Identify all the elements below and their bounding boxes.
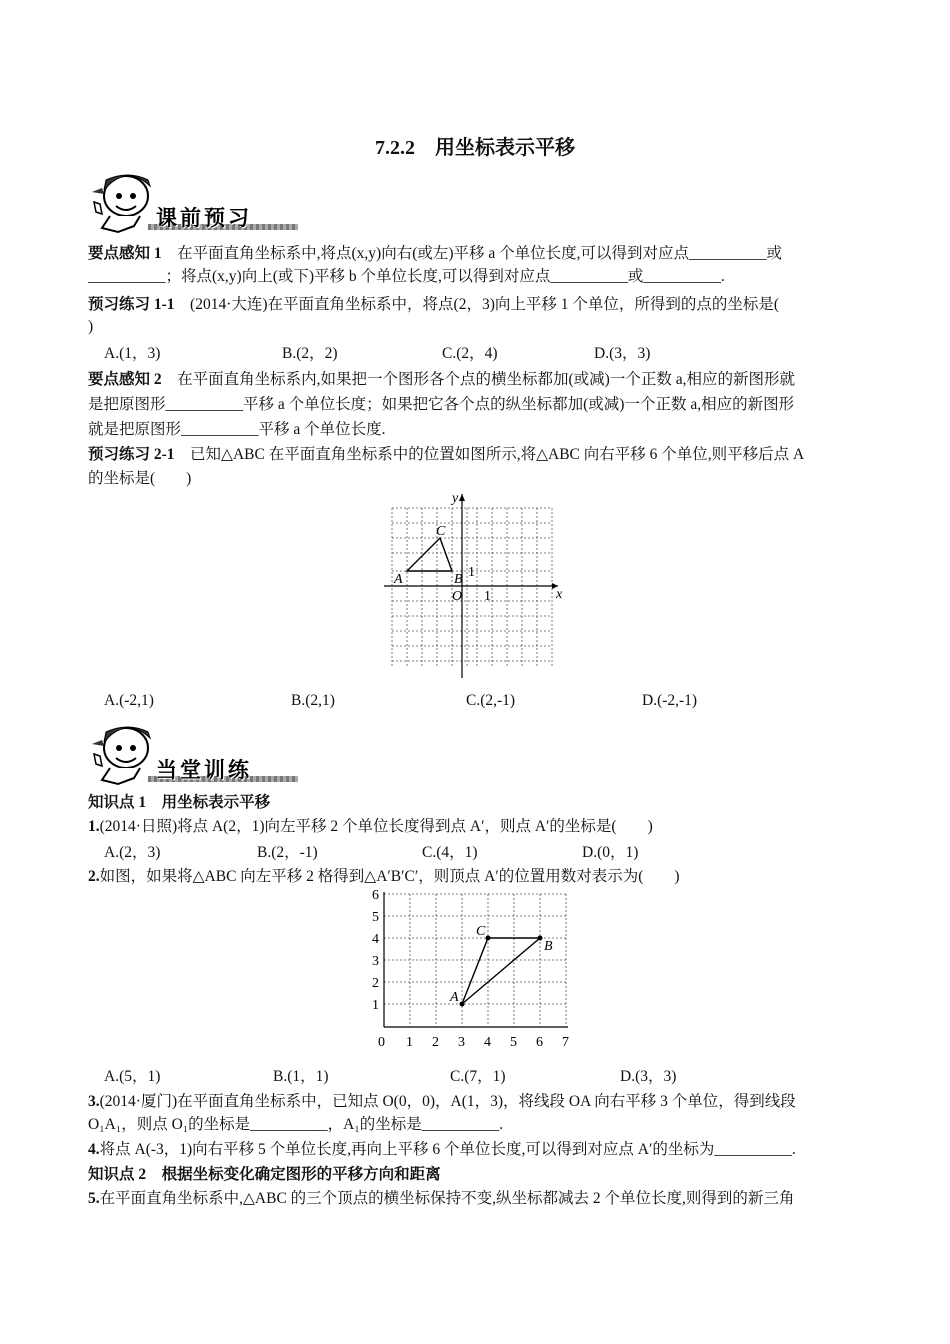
option-a[interactable]: A.(1，3)	[104, 345, 161, 362]
option-c[interactable]: C.(2,-1)	[466, 692, 516, 709]
y-tick: 2	[372, 976, 379, 991]
point-b	[538, 936, 543, 941]
vertex-c-label: C	[476, 924, 486, 939]
practice-banner	[88, 718, 298, 788]
vertex-b-label: B	[544, 939, 553, 954]
x-tick: 7	[562, 1035, 569, 1050]
question-text: (2014·厦门)在平面直角坐标系中，已知点 O(0，0)，A(1，3)，将线段 OA 向右平移 3 个单位，得到线段	[99, 1093, 796, 1110]
origin-label: O	[452, 589, 463, 604]
y-tick: 3	[372, 954, 379, 969]
x-tick: 6	[536, 1035, 543, 1050]
point-text: 在平面直角坐标系内,如果把一个图形各个点的横坐标都加(或减)一个正数 a,相应的新图形就	[161, 371, 795, 388]
question-text: 在平面直角坐标系中,△ABC 的三个顶点的横坐标保持不变,纵坐标都减去 2 个单位长度,则得到的新三角	[99, 1190, 795, 1207]
exercise-label: 预习练习 1-1	[88, 296, 175, 313]
question-text: (2014·日照)将点 A(2，1)向左平移 2 个单位长度得到点 A′，则点 A′的坐标是( )	[99, 818, 653, 835]
question-text: 将点 A(-3，1)向右平移 5 个单位长度,再向上平移 6 个单位长度,可以得到对应点 A′的坐标为__________.	[99, 1141, 796, 1158]
option-b[interactable]: B.(1，1)	[273, 1068, 329, 1085]
knowledge-point-2: 知识点 2 根据坐标变化确定图形的平移方向和距离	[88, 1166, 441, 1183]
point-1	[88, 243, 868, 265]
question-text: 如图，如果将△ABC 向左平移 2 格得到△A′B′C′，则顶点 A′的位置用数对表示为( )	[99, 868, 680, 885]
option-b[interactable]: B.(2,1)	[291, 692, 335, 709]
y-tick: 5	[372, 910, 379, 925]
exercise-2-1	[88, 444, 868, 466]
coordinate-grid-figure	[380, 488, 570, 680]
preview-banner	[88, 166, 298, 236]
vertex-a-label: A	[394, 572, 403, 587]
grid-lines	[392, 508, 552, 668]
banner-title: 课前预习	[156, 206, 252, 230]
point-1-cont: __________；将点(x,y)向上(或下)平移 b 个单位长度,可以得到对应点__________或__________.	[88, 268, 725, 285]
point-label: 要点感知 2	[88, 371, 162, 388]
exercise-text: 已知△ABC 在平面直角坐标系中的位置如图所示,将△ABC 向右平移 6 个单位,则平移后点 A	[174, 446, 805, 463]
option-c[interactable]: C.(4，1)	[422, 844, 478, 861]
question-number: 2.	[88, 868, 100, 885]
question-number: 3.	[88, 1093, 100, 1110]
exercise-1-1-cont: )	[88, 318, 94, 335]
y-tick: 1	[372, 998, 379, 1013]
triangle-acb	[462, 938, 540, 1004]
x-tick: 4	[484, 1035, 491, 1050]
grid-lines	[384, 894, 566, 1027]
y-unit-label: 1	[468, 565, 475, 580]
point-c	[486, 936, 491, 941]
y-axis-arrow	[459, 494, 465, 501]
y-tick-labels	[372, 888, 379, 1013]
y-tick: 6	[372, 888, 379, 903]
point-2	[88, 369, 868, 391]
point-2-cont2: 就是把原图形__________平移 a 个单位长度.	[88, 421, 386, 438]
y-label: y	[452, 491, 459, 506]
x-tick: 3	[458, 1035, 465, 1050]
question-3-cont: O₁A₁，则点 O₁的坐标是__________，A₁的坐标是__________.	[88, 1116, 504, 1133]
point-text: 在平面直角坐标系中,将点(x,y)向右(或左)平移 a 个单位长度,可以得到对应点__________或	[161, 245, 783, 262]
option-c[interactable]: C.(7，1)	[450, 1068, 506, 1085]
point-label: 要点感知 1	[88, 245, 162, 262]
option-d[interactable]: D.(3，3)	[594, 345, 651, 362]
question-3	[88, 1091, 868, 1113]
point-a	[460, 1002, 465, 1007]
banner-title: 当堂训练	[156, 758, 252, 782]
question-1	[88, 816, 868, 838]
option-a[interactable]: A.(-2,1)	[104, 692, 154, 709]
exercise-text: (2014·大连)在平面直角坐标系中，将点(2，3)向上平移 1 个单位，所得到的点的坐标是(	[174, 296, 780, 313]
x-unit-label: 1	[484, 589, 491, 604]
vertex-a-label: A	[450, 990, 459, 1005]
x-tick-labels	[378, 1035, 569, 1050]
grid-triangle-figure	[370, 884, 580, 1054]
page-title: 7.2.2 用坐标表示平移	[375, 137, 575, 159]
option-d[interactable]: D.(0，1)	[582, 844, 639, 861]
option-b[interactable]: B.(2，2)	[282, 345, 338, 362]
triangle-abc	[407, 538, 452, 571]
option-a[interactable]: A.(5，1)	[104, 1068, 161, 1085]
y-tick: 4	[372, 932, 379, 947]
option-d[interactable]: D.(-2,-1)	[642, 692, 698, 709]
exercise-2-1-cont: 的坐标是( )	[88, 470, 192, 487]
option-a[interactable]: A.(2，3)	[104, 844, 161, 861]
x-label: x	[556, 587, 563, 602]
question-number: 4.	[88, 1141, 100, 1158]
x-tick: 1	[406, 1035, 413, 1050]
x-tick: 2	[432, 1035, 439, 1050]
x-tick: 0	[378, 1035, 385, 1050]
question-4	[88, 1139, 868, 1161]
question-number: 1.	[88, 818, 100, 835]
x-tick: 5	[510, 1035, 517, 1050]
point-2-cont: 是把原图形__________平移 a 个单位长度；如果把它各个点的纵坐标都加(或减)一个正数 a,相应的新图形	[88, 396, 795, 413]
option-d[interactable]: D.(3，3)	[620, 1068, 677, 1085]
vertex-b-label: B	[454, 572, 463, 587]
vertex-c-label: C	[436, 524, 446, 539]
exercise-1-1	[88, 294, 868, 316]
exercise-label: 预习练习 2-1	[88, 446, 175, 463]
knowledge-point-1: 知识点 1 用坐标表示平移	[88, 794, 271, 811]
question-number: 5.	[88, 1190, 100, 1207]
option-c[interactable]: C.(2，4)	[442, 345, 498, 362]
option-b[interactable]: B.(2，-1)	[257, 844, 318, 861]
question-5	[88, 1188, 868, 1210]
